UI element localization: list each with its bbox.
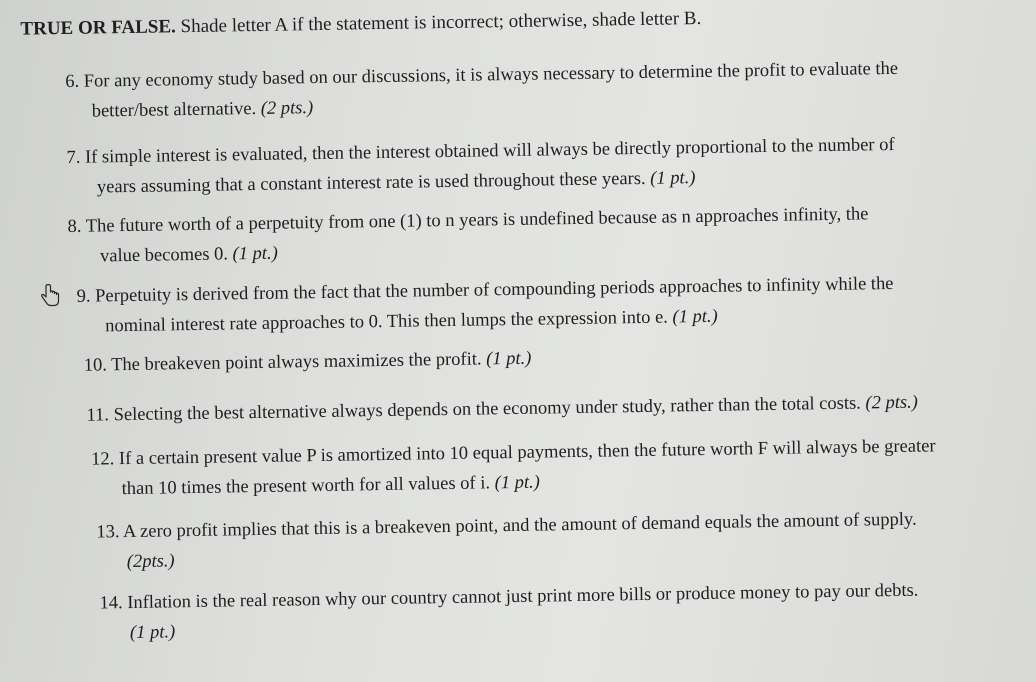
question-text: If simple interest is evaluated, then the interest obtained will always be directly proportional to the number of bbox=[84, 134, 895, 168]
question-13 bbox=[96, 505, 917, 578]
question-text-cont: value becomes 0. bbox=[99, 244, 229, 267]
question-6 bbox=[65, 54, 899, 127]
heading-instruction: Shade letter A if the statement is incorrect; otherwise, shade letter B. bbox=[175, 7, 702, 38]
question-number: 8. bbox=[67, 216, 82, 237]
question-text: Inflation is the real reason why our country cannot just print more bills or produce money to pay our debts. bbox=[127, 580, 919, 614]
question-9 bbox=[76, 269, 894, 342]
points-label: (1 pt.) bbox=[494, 472, 541, 494]
points-label: (1 pt.) bbox=[672, 306, 718, 328]
question-11 bbox=[86, 388, 918, 431]
points-label: (1 pt.) bbox=[485, 348, 532, 370]
question-number: 6. bbox=[65, 71, 80, 92]
question-text: For any economy study based on our discussions, it is always necessary to determine the profit to evaluate the bbox=[83, 58, 899, 92]
question-text-cont: better/best alternative. bbox=[91, 98, 257, 122]
heading-bold: TRUE OR FALSE. bbox=[20, 16, 176, 40]
points-label: (2 pts.) bbox=[260, 98, 314, 119]
points-label: (1 pt.) bbox=[650, 168, 696, 189]
question-text: If a certain present value P is amortized into 10 equal payments, then the future worth F will always be greater bbox=[118, 436, 936, 470]
question-number: 9. bbox=[76, 286, 91, 307]
question-number: 14. bbox=[99, 593, 123, 614]
points-label: (1 pt.) bbox=[232, 243, 278, 265]
question-text: Selecting the best alternative always depends on the economy under study, rather than the total costs. bbox=[113, 393, 862, 426]
question-14 bbox=[99, 576, 919, 649]
question-number: 13. bbox=[96, 522, 120, 543]
question-number: 11. bbox=[86, 405, 110, 426]
question-7 bbox=[66, 130, 895, 203]
hand-pointer-icon bbox=[37, 283, 63, 309]
question-number: 10. bbox=[83, 355, 108, 376]
points-label: (2 pts.) bbox=[865, 392, 919, 414]
question-text: The future worth of a perpetuity from one (1) to n years is undefined because as n approaches infinity, the bbox=[85, 204, 869, 237]
points-label: (1 pt.) bbox=[129, 622, 176, 644]
question-12 bbox=[91, 431, 936, 504]
question-number: 12. bbox=[91, 449, 115, 470]
question-text: A zero profit implies that this is a breakeven point, and the amount of demand equals the amount of supply. bbox=[122, 509, 917, 543]
question-text: Perpetuity is derived from the fact that the number of compounding periods approaches to infinity while the bbox=[95, 274, 894, 307]
question-text-cont: than 10 times the present worth for all values of i. bbox=[121, 473, 491, 500]
question-10 bbox=[84, 344, 532, 381]
instructions-heading bbox=[20, 8, 701, 41]
question-8 bbox=[67, 199, 869, 272]
question-text: The breakeven point always maximizes the profit. bbox=[111, 349, 482, 376]
question-number: 7. bbox=[66, 147, 81, 168]
points-label: (2pts.) bbox=[126, 551, 175, 573]
question-text-cont: years assuming that a constant interest rate is used throughout these years. bbox=[96, 168, 646, 198]
question-text-cont: nominal interest rate approaches to 0. This then lumps the expression into e. bbox=[104, 307, 668, 337]
